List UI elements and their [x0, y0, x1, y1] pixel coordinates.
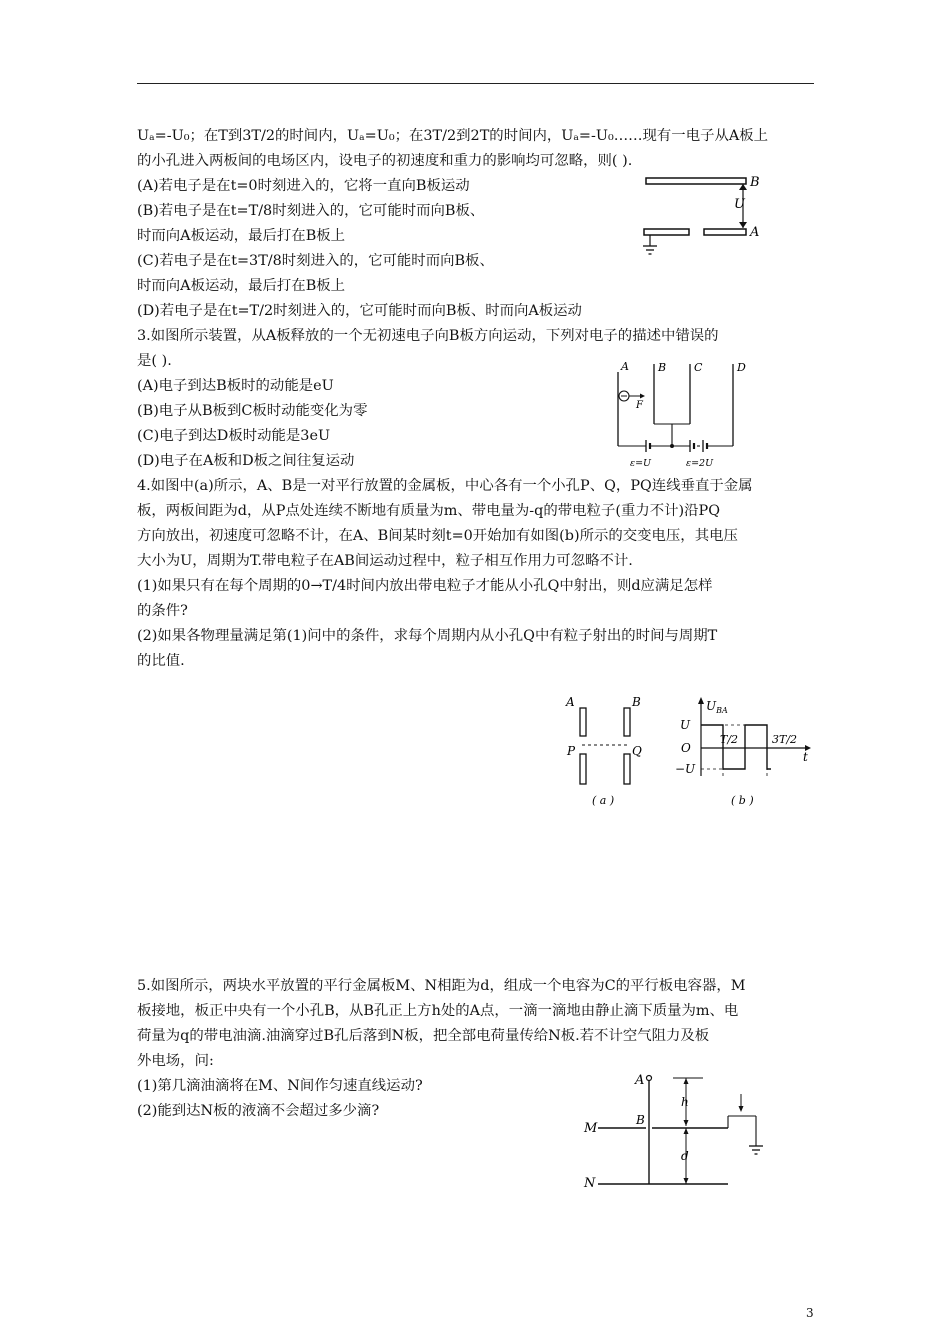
drop-arrow-icon [739, 1106, 744, 1112]
label-u: U [734, 197, 745, 212]
tick-u: U [680, 718, 691, 732]
plate-b [646, 178, 746, 184]
h-arrow-down-icon [684, 1120, 689, 1126]
arrow-right-icon [640, 394, 645, 399]
label-f: F [636, 400, 643, 411]
q3-figure [610, 358, 750, 470]
tick-3t-half: 3T/2 [772, 733, 798, 746]
q4-sub2-line-2: 的比值. [137, 653, 185, 669]
q2-option-a: (A)若电子是在t=0时刻进入的，它将一直向B板运动 [137, 178, 470, 194]
plate-b-top [624, 708, 630, 736]
q3-line-2: 是( ). [137, 353, 172, 369]
q2-option-c-line-1: (C)若电子是在t=3T/8时刻进入的，它可能时而向B板、 [137, 253, 494, 269]
caption-a: ( a ) [592, 794, 615, 807]
ground-icon [643, 246, 657, 254]
label-a: A [750, 225, 760, 240]
tick-neg-u: −U [675, 762, 696, 776]
q4-line-3: 方向放出，初速度可忽略不计，在A、B间某时刻t=0开始加有如图(b)所示的交变电压，其电压 [137, 528, 738, 544]
arrow-down-icon [739, 222, 747, 228]
q3-line-1: 3.如图所示装置，从A板释放的一个无初速电子向B板方向运动，下列对电子的描述中错误的 [137, 328, 719, 344]
plate-a-right [704, 229, 746, 235]
label-d: D [737, 361, 746, 374]
q5-line-4: 外电场，问: [137, 1053, 214, 1069]
ground-icon [749, 1146, 763, 1154]
x-label: t [803, 750, 808, 764]
y-arrow-icon [698, 697, 704, 704]
q4-sub1-line-1: (1)如果只有在每个周期的0→T/4时间内放出带电粒子才能从小孔Q中射出，则d应满足怎样 [137, 578, 713, 594]
q5-line-3: 荷量为q的带电油滴.油滴穿过B孔后落到N板，把全部电荷量传给N板.若不计空气阻力及板 [137, 1028, 710, 1044]
q4-line-4: 大小为U，周期为T.带电粒子在AB间运动过程中，粒子相互作用力可忽略不计. [137, 553, 633, 569]
point-a [647, 1076, 652, 1081]
q4-sub1-line-2: 的条件? [137, 603, 188, 619]
q3-option-a: (A)电子到达B板时的动能是eU [137, 378, 334, 394]
q3-option-b: (B)电子从B板到C板时动能变化为零 [137, 403, 368, 419]
label-n: N [584, 1176, 596, 1191]
arrow-up-icon [739, 184, 747, 190]
label-b: B [750, 175, 760, 190]
emf-1: ε=U [630, 458, 652, 469]
q4-line-1: 4.如图中(a)所示，A、B是一对平行放置的金属板，中心各有一个小孔P、Q，PQ连线垂直于金属 [137, 478, 753, 494]
q5-sub1: (1)第几滴油滴将在M、N间作匀速直线运动? [137, 1078, 423, 1094]
plate-a-bottom [580, 754, 586, 784]
h-arrow-up-icon [684, 1078, 689, 1084]
plate-a-left [644, 229, 689, 235]
emf-2: ε=2U [686, 458, 714, 469]
q4-sub2-line-1: (2)如果各物理量满足第(1)问中的条件，求每个周期内从小孔Q中有粒子射出的时间与周期T [137, 628, 718, 644]
q2-option-d: (D)若电子是在t=T/2时刻进入的，它可能时而向B板、时而向A板运动 [137, 303, 582, 319]
label-q: Q [632, 744, 642, 758]
q5-figure [578, 1066, 778, 1191]
q4-figure-a [560, 692, 660, 812]
page-number: 3 [806, 1306, 814, 1320]
caption-b: ( b ) [731, 794, 754, 807]
q3-option-c: (C)电子到达D板时动能是3eU [137, 428, 331, 444]
q2-option-b-line-2: 时而向A板运动，最后打在B板上 [137, 228, 346, 244]
square-wave [701, 725, 771, 769]
q3-option-d: (D)电子在A板和D板之间往复运动 [137, 453, 355, 469]
q5-line-1: 5.如图所示，两块水平放置的平行金属板M、N相距为d，组成一个电容为C的平行板电容器，M [137, 978, 746, 994]
label-a: A [621, 360, 629, 373]
label-c: C [694, 361, 703, 374]
plate-b-bottom [624, 754, 630, 784]
q2-figure [640, 170, 770, 265]
q2-option-b-line-1: (B)若电子是在t=T/8时刻进入的，它可能时而向B板、 [137, 203, 485, 219]
q5-line-2: 板接地，板正中央有一个小孔B，从B孔正上方h处的A点，一滴一滴地由静止滴下质量为m、电 [137, 1003, 739, 1019]
d-arrow-up-icon [684, 1128, 689, 1134]
y-label: $U_{BA}$ [706, 699, 728, 715]
label-b: B [632, 695, 641, 709]
label-a: A [635, 1073, 645, 1088]
origin: O [681, 741, 691, 755]
label-p: P [567, 744, 576, 758]
q5-sub2: (2)能到达N板的液滴不会超过多少滴? [137, 1103, 380, 1119]
q2-line-1: Uₐ=-U₀；在T到3T/2的时间内，Uₐ=U₀；在3T/2到2T的时间内，Uₐ=-U₀……现有一电子从A板上 [137, 128, 769, 144]
d-arrow-down-icon [684, 1178, 689, 1184]
label-m: M [584, 1121, 598, 1136]
label-b: B [636, 1113, 645, 1127]
plate-a-top [580, 708, 586, 736]
q4-figure-b [675, 692, 815, 812]
q2-line-2: 的小孔进入两板间的电场区内，设电子的初速度和重力的影响均可忽略，则( ). [137, 153, 633, 169]
q4-line-2: 板，两板间距为d，从P点处连续不断地有质量为m、带电量为-q的带电粒子(重力不计)沿PQ [137, 503, 720, 519]
label-b: B [658, 361, 667, 374]
q2-option-c-line-2: 时而向A板运动，最后打在B板上 [137, 278, 346, 294]
label-a: A [566, 695, 575, 709]
header-rule [137, 83, 814, 84]
label-d: d [681, 1149, 689, 1163]
label-h: h [681, 1095, 689, 1109]
tick-t-half: T/2 [720, 733, 739, 746]
